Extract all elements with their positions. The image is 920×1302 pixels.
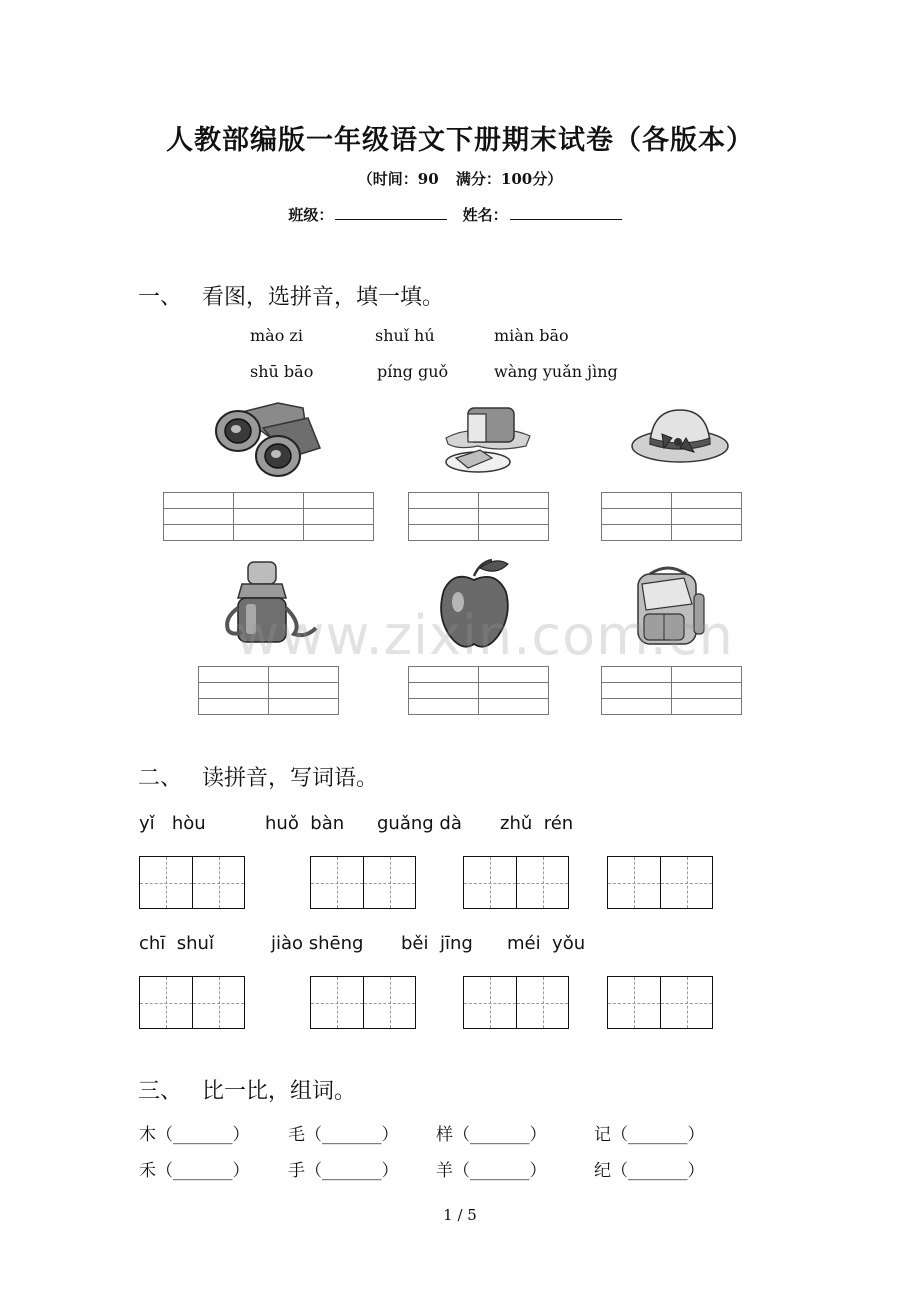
name-blank[interactable] <box>510 205 622 220</box>
answer-grid-water-bottle[interactable] <box>198 666 339 715</box>
pinyin-option: shū bāo <box>250 362 314 381</box>
compare-item[interactable]: 毛（_______） <box>288 1125 399 1145</box>
compare-item[interactable]: 样（_______） <box>436 1125 547 1145</box>
compare-item[interactable]: 纪（_______） <box>594 1161 705 1181</box>
section-number: 一、 <box>138 285 183 310</box>
writing-box[interactable] <box>607 976 713 1029</box>
page-number: 1 / 5 <box>443 1206 477 1224</box>
exam-meta <box>0 168 920 189</box>
pinyin-word: běi jīng <box>401 933 473 954</box>
pinyin-word: yǐ hòu <box>139 813 206 834</box>
compare-item[interactable]: 禾（_______） <box>139 1161 250 1181</box>
pinyin-word: jiào shēng <box>271 933 364 954</box>
watermark: www.zixin.com.cn <box>235 604 734 667</box>
pinyin-word: guǎng dà <box>377 813 462 834</box>
compare-item[interactable]: 记（_______） <box>594 1125 705 1145</box>
binoculars-image <box>208 398 328 478</box>
answer-grid-backpack[interactable] <box>601 666 742 715</box>
section-number: 二、 <box>138 766 183 791</box>
pinyin-option: píng guǒ <box>377 362 449 381</box>
writing-box[interactable] <box>463 976 569 1029</box>
writing-box[interactable] <box>607 856 713 909</box>
pinyin-word: chī shuǐ <box>139 933 214 954</box>
time-label: （时间：90 <box>357 170 439 188</box>
writing-box[interactable] <box>463 856 569 909</box>
score-label: 满分：100分） <box>455 170 563 188</box>
section-1-heading <box>138 280 444 311</box>
writing-box[interactable] <box>310 976 416 1029</box>
compare-item[interactable]: 手（_______） <box>288 1161 399 1181</box>
section-number: 三、 <box>138 1079 183 1104</box>
bread-image <box>438 400 536 476</box>
writing-box[interactable] <box>139 976 245 1029</box>
pinyin-option: mào zi <box>250 326 303 345</box>
section-2-heading <box>138 761 378 792</box>
class-label: 班级： <box>288 206 334 224</box>
section-3-heading <box>138 1074 356 1105</box>
section-title: 看图，选拼音，填一填。 <box>202 285 445 310</box>
student-info-row <box>0 204 920 225</box>
compare-item[interactable]: 木（_______） <box>139 1125 250 1145</box>
name-label: 姓名： <box>462 206 508 224</box>
page-title: 人教部编版一年级语文下册期末试卷（各版本） <box>166 125 754 156</box>
pinyin-word: huǒ bàn <box>265 813 345 834</box>
pinyin-option: shuǐ hú <box>375 326 435 345</box>
hat-image <box>628 404 732 470</box>
class-blank[interactable] <box>335 205 447 220</box>
writing-box[interactable] <box>139 856 245 909</box>
answer-grid-apple[interactable] <box>408 666 549 715</box>
answer-grid-bread[interactable] <box>408 492 549 541</box>
answer-grid-binoculars[interactable] <box>163 492 374 541</box>
compare-item[interactable]: 羊（_______） <box>436 1161 547 1181</box>
answer-grid-hat[interactable] <box>601 492 742 541</box>
section-title: 读拼音，写词语。 <box>202 766 379 791</box>
section-title: 比一比，组词。 <box>202 1079 357 1104</box>
pinyin-option: wàng yuǎn jìng <box>494 362 618 381</box>
pinyin-word: zhǔ rén <box>500 813 574 834</box>
pinyin-option: miàn bāo <box>494 326 569 345</box>
writing-box[interactable] <box>310 856 416 909</box>
pinyin-word: méi yǒu <box>507 933 586 954</box>
